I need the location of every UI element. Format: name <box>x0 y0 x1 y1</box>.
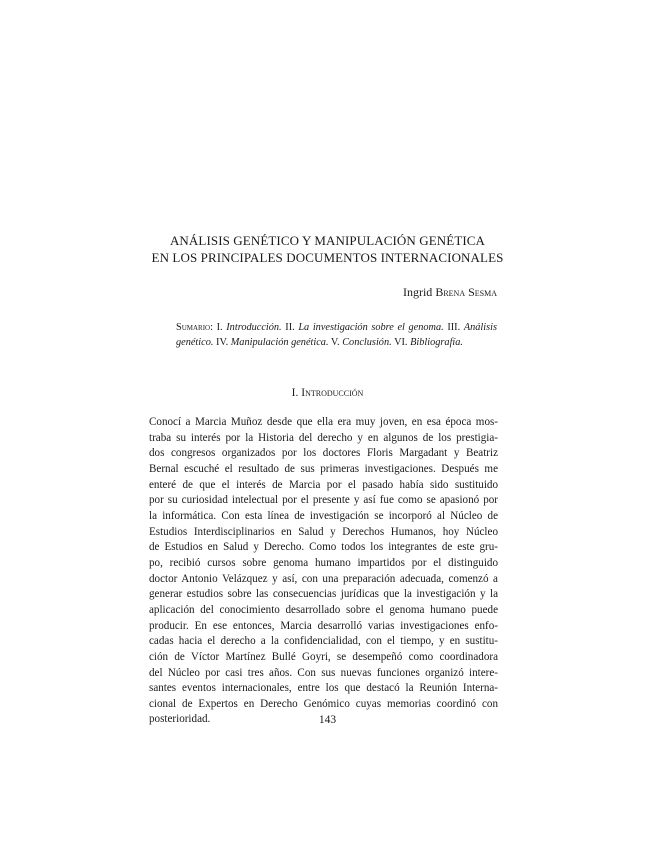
sumario-item-title: Introducción. <box>226 322 282 333</box>
body-line: de Estudios en Salud y Derecho. Como todos los integrantes de este gru- <box>149 541 498 554</box>
body-line: generar estudios sobre las consecuencias jurídicas que la investigación y la <box>149 588 498 601</box>
body-line: po, recibió cursos sobre genoma humano impartidos por el distinguido <box>149 556 498 569</box>
sumario: Sumario: I. Introducción. II. La investigación sobre el genoma. III. Análisis genético. IV. Manipulación genética. V. Conclusión. VI. Bibliografía. <box>176 322 498 348</box>
sumario-item-title: Análisis genético. <box>176 322 498 348</box>
sumario-item-number: VI. <box>394 336 408 348</box>
article-title <box>0 232 655 266</box>
sumario-label: Sumario <box>176 322 211 333</box>
sumario-item-number: I. <box>216 322 223 333</box>
body-line: Estudios Interdisciplinarios en Salud y Derechos Humanos, hoy Núcleo <box>149 525 498 538</box>
body-line: por su curiosidad intelectual por el presente y así fue como se apasionó por <box>149 494 498 507</box>
body-line: traba su interés por la Historia del derecho y en algunos de los prestigia- <box>149 431 498 444</box>
body-line: la informática. Con esta línea de investigación se incorporó al Núcleo de <box>149 509 498 522</box>
body-line: cadas hacia el derecho a la confidencialidad, con el tiempo, y en sustitu- <box>149 635 498 648</box>
section-number: I. <box>291 387 299 399</box>
body-line: producir. En ese entonces, Marcia desarrolló varias investigaciones enfo- <box>149 619 498 632</box>
body-line: posterioridad. <box>149 713 211 726</box>
sumario-item-title: La investigación sobre el genoma. <box>298 322 444 333</box>
body-line: enteré de que el interés de Marcia por el pasado había sido sustituido <box>149 478 498 491</box>
section-title: Introducción <box>301 387 364 399</box>
body-line: aplicación del conocimiento desarrollado sobre el genoma humano puede <box>149 603 498 616</box>
author-given-name: Ingrid <box>402 285 433 299</box>
body-line: Bernal escuché el resultado de sus primeras investigaciones. Después me <box>149 462 498 475</box>
sumario-item-number: III. <box>447 322 461 333</box>
sumario-item-title: Bibliografía. <box>410 336 464 348</box>
body-line: doctor Antonio Velázquez y así, con una preparación adecuada, comenzó a <box>149 572 498 585</box>
sumario-item-number: II. <box>285 322 295 333</box>
article-title-line-2: EN LOS PRINCIPALES DOCUMENTOS INTERNACIONALES <box>151 250 504 265</box>
body-line: ción de Víctor Martínez Bullé Goyri, se desempeñó como coordinadora <box>149 650 498 663</box>
sumario-item-title: Manipulación genética. <box>230 336 329 348</box>
sumario-item-number: IV. <box>216 336 229 348</box>
page-number: 143 <box>318 714 337 726</box>
body-line: Conocí a Marcia Muñoz desde que ella era muy joven, en esa época mos- <box>149 416 498 428</box>
author-surname: Brena Sesma <box>435 285 497 299</box>
body-line: santes eventos internacionales, entre los que destacó la Reunión Interna- <box>149 682 498 695</box>
body-line: dos congresos organizados por los doctores Floris Margadant y Beatriz <box>149 447 498 460</box>
body-paragraph <box>149 415 498 728</box>
sumario-item-title: Conclusión. <box>342 336 392 348</box>
article-title-line-1: ANÁLISIS GENÉTICO Y MANIPULACIÓN GENÉTICA <box>169 233 486 248</box>
section-heading <box>0 386 655 401</box>
sumario-item-number: V. <box>330 336 340 348</box>
body-line: del Núcleo por casi tres años. Con sus nuevas funciones organizó intere- <box>149 666 498 679</box>
author-name <box>403 284 497 300</box>
body-line: cional de Expertos en Derecho Genómico cuyas memorias coordinó con <box>149 697 498 710</box>
